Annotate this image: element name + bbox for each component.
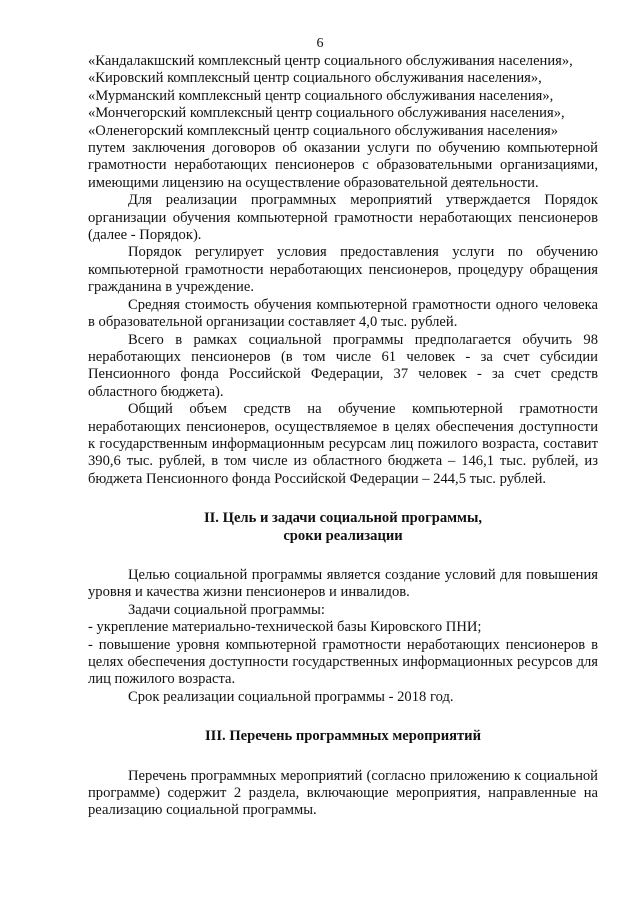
section-2-heading (88, 510, 598, 545)
document-body (88, 53, 598, 820)
task-item: - повышение уровня компьютерной грамотности неработающих пенсионеров в целях обеспечения доступности государственных информационных ресурсов для лиц пожилого возраста. (88, 636, 598, 688)
section-3-heading: III. Перечень программных мероприятий (204, 728, 481, 745)
org-line: «Мурманский комплексный центр социального обслуживания населения», (88, 87, 554, 104)
cost-paragraph: Средняя стоимость обучения компьютерной грамотности одного человека в образовательной организации составляет 4,0 тыс. рублей. (88, 296, 598, 331)
procedure-regulation-paragraph: Порядок регулирует условия предоставления услуги по обучению компьютерной грамотности неработающих пенсионеров, процедуру обращения гражданина в учреждение. (88, 244, 598, 296)
procedure-paragraph: Для реализации программных мероприятий утверждается Порядок организации обучения компьютерной грамотности неработающих пенсионеров (далее - Порядок). (88, 192, 598, 244)
goal-paragraph: Целью социальной программы является создание условий для повышения уровня и качества жизни пенсионеров и инвалидов. (88, 566, 598, 601)
task-item: - укрепление материально-технической базы Кировского ПНИ; (88, 619, 482, 636)
contract-paragraph: путем заключения договоров об оказании услуги по обучению компьютерной грамотности неработающих пенсионеров с образовательными организациями, имеющими лицензию на осуществление образовательной деятельности. (88, 140, 598, 191)
funding-paragraph: Общий объем средств на обучение компьютерной грамотности неработающих пенсионеров, осуществляемое в целях обеспечения доступности к государственным информационным ресурсам лиц пожилого возраста, составит 390,6 тыс. рублей, в том числе из областного бюджета – 146,1 тыс. рублей, из бюджета Пенсионного фонда Российской Федерации – 244,5 тыс. рублей. (88, 401, 598, 487)
org-line: «Кандалакшский комплексный центр социального обслуживания населения», (88, 53, 573, 69)
trainees-paragraph: Всего в рамках социальной программы предполагается обучить 98 неработающих пенсионеров (в том числе 61 человек - за счет субсидии Пенсионного фонда Российской Федерации, 37 человек - за счет средств областного бюджета). (88, 331, 598, 400)
activities-paragraph: Перечень программных мероприятий (согласно приложению к социальной программе) содержит 2 раздела, включающие мероприятия, направленные на реализацию социальной программы. (88, 767, 598, 819)
tasks-label: Задачи социальной программы: (128, 601, 325, 618)
org-line: «Мончегорский комплексный центр социального обслуживания населения», (88, 105, 565, 122)
section-2-heading-line-1: II. Цель и задачи социальной программы, (203, 510, 483, 527)
org-line: «Оленегорский комплексный центр социального обслуживания населения» (88, 122, 559, 139)
section-2-heading-line-2: сроки реализации (283, 527, 403, 544)
term-paragraph: Срок реализации социальной программы - 2018 год. (128, 688, 454, 705)
page-number: 6 (316, 36, 324, 51)
org-line: «Кировский комплексный центр социального обслуживания населения», (88, 70, 542, 87)
